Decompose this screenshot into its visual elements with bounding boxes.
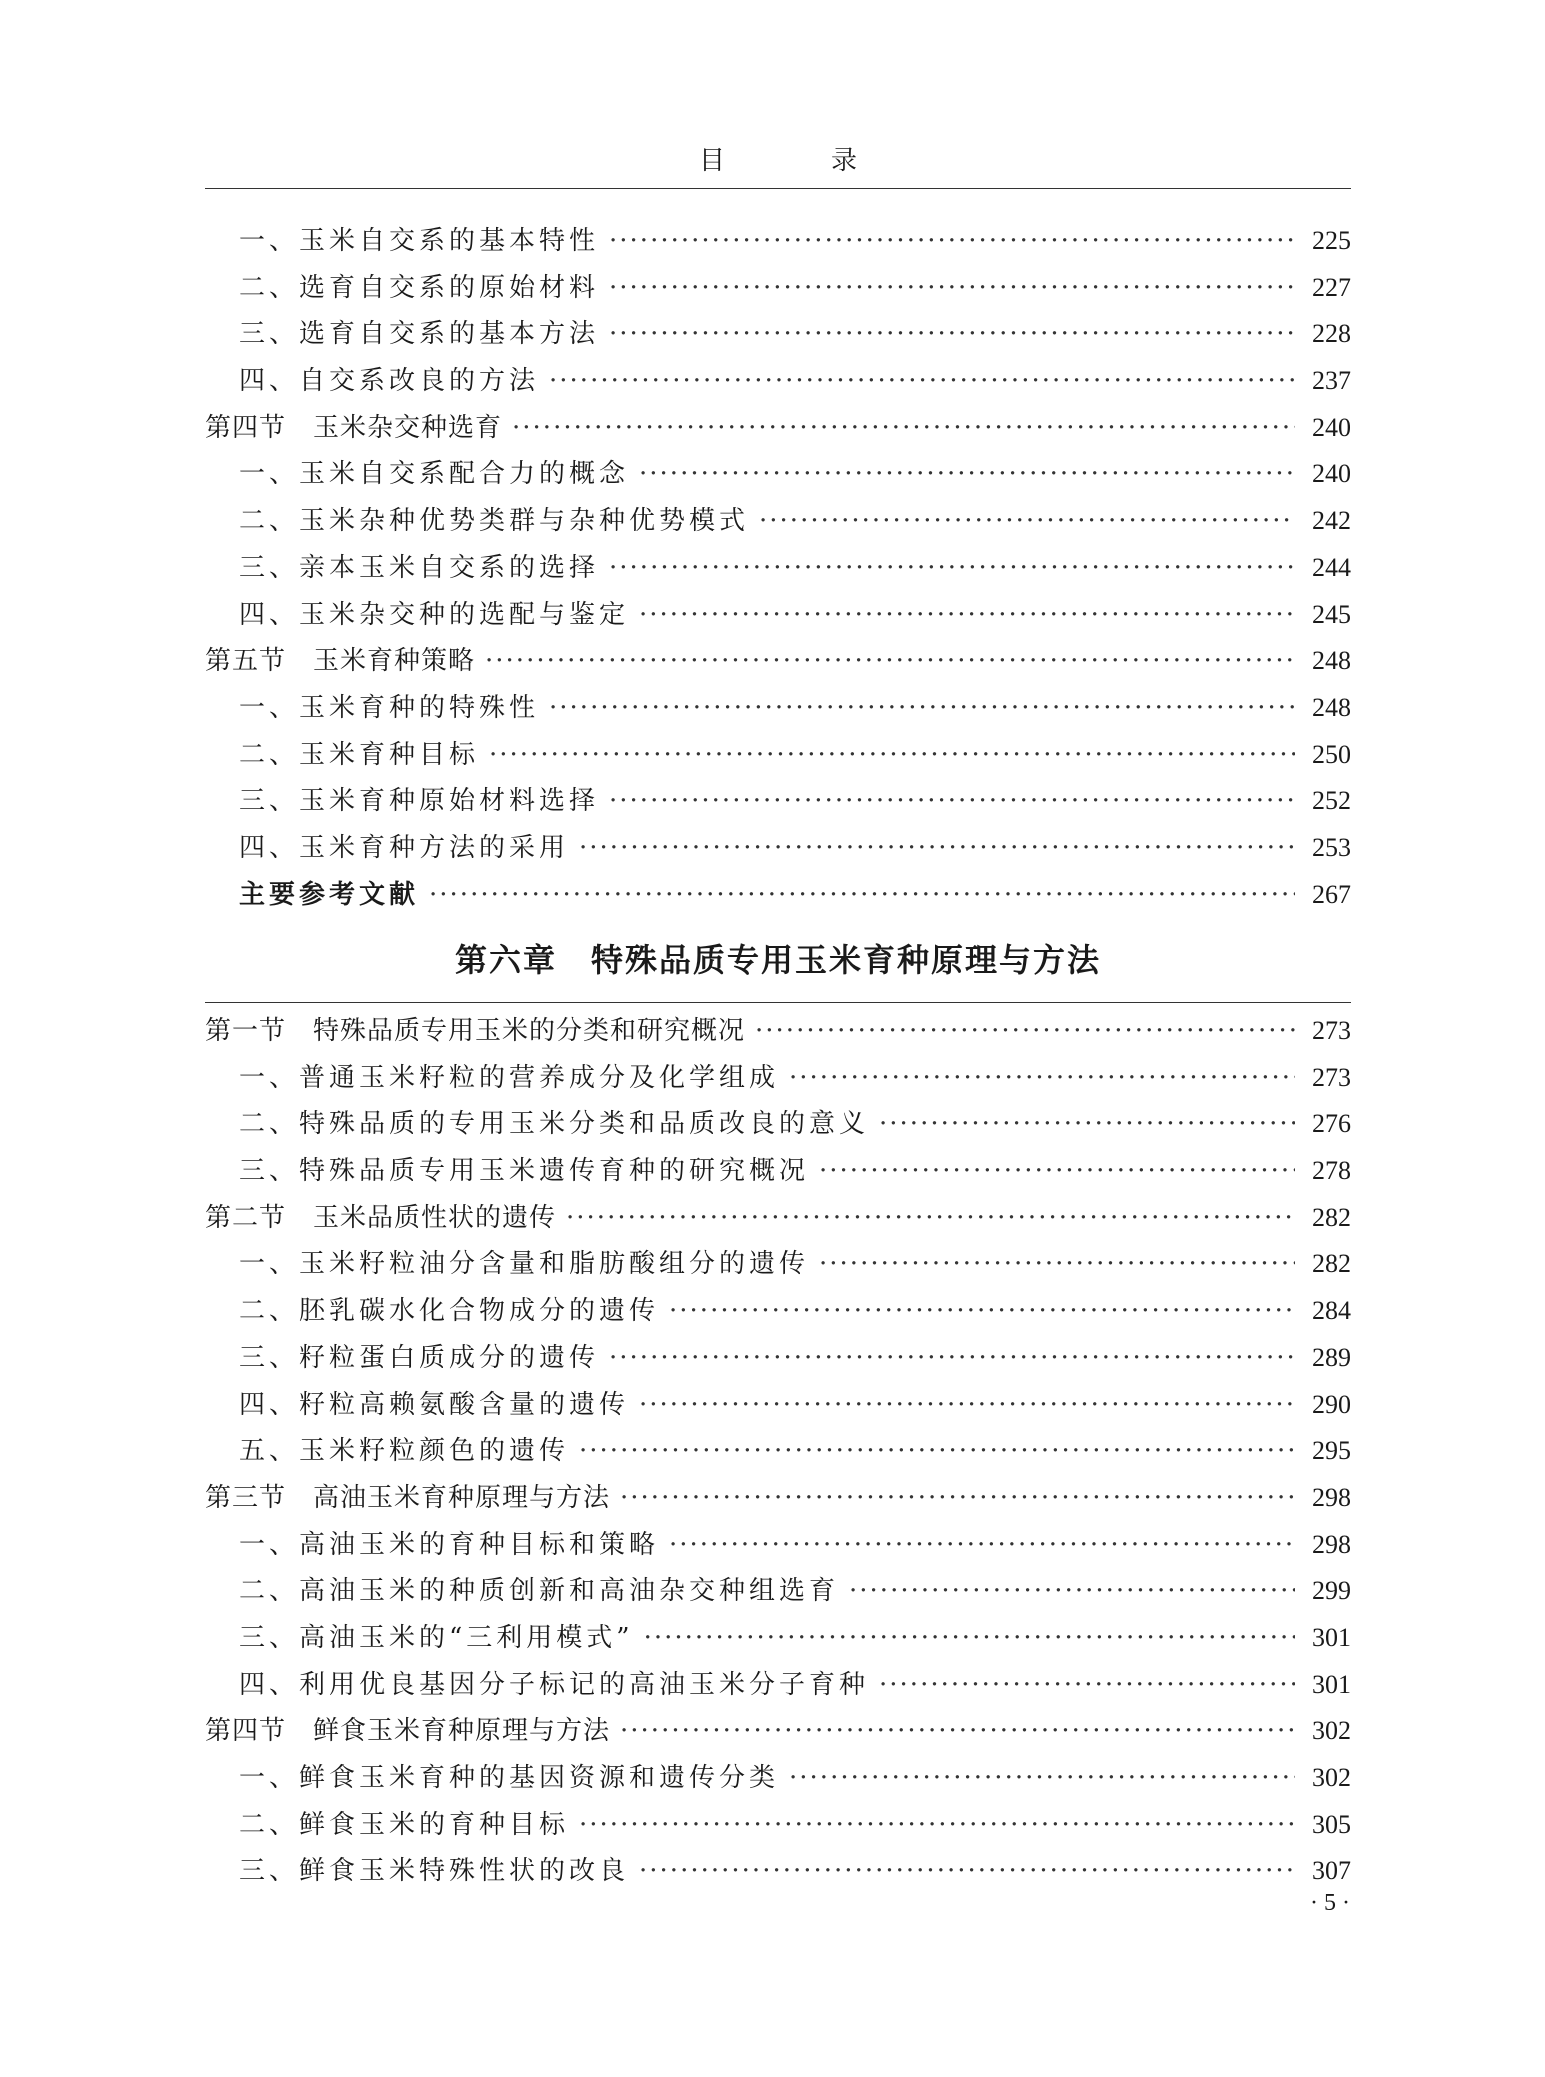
toc-entry-page: 237 [1312,366,1351,396]
toc-section-entry [205,405,1351,452]
toc-entry-page: 240 [1312,459,1351,489]
toc-dot-leader [755,1008,1295,1055]
toc-entry [205,1148,1351,1195]
toc-entry-page: 282 [1312,1249,1351,1279]
toc-entry [205,1802,1351,1849]
toc-section-1 [205,218,1351,918]
toc-dot-leader [639,451,1295,498]
toc-dot-leader [819,1148,1295,1195]
toc-entry-page: 273 [1312,1062,1351,1092]
toc-dot-leader [579,1428,1295,1475]
toc-entry-page: 225 [1312,226,1351,255]
toc-entry [205,1755,1351,1802]
toc-entry-page: 284 [1312,1296,1351,1326]
toc-entry-page: 240 [1312,412,1351,442]
toc-entry-page: 301 [1312,1622,1351,1652]
toc-entry-title: 二、胚乳碳水化合物成分的遗传 [239,1296,660,1327]
toc-entry [205,311,1351,358]
toc-entry-title: 二、特殊品质的专用玉米分类和品质改良的意义 [239,1109,870,1140]
toc-dot-leader [639,592,1295,639]
toc-entry-title: 二、玉米育种目标 [239,739,480,770]
toc-entry-page: 244 [1312,552,1351,582]
toc-entry-page: 299 [1312,1576,1351,1606]
toc-dot-leader [644,1615,1295,1662]
toc-entry [205,1568,1351,1615]
toc-entry-title: 第四节 鲜食玉米育种原理与方法 [205,1716,611,1747]
toc-entry-page: 278 [1312,1156,1351,1186]
toc-entry [205,545,1351,592]
toc-entry-page: 298 [1312,1529,1351,1559]
toc-entry-title: 四、自交系改良的方法 [239,366,540,397]
toc-dot-leader [620,1475,1295,1522]
toc-entry [205,1848,1351,1895]
toc-entry [205,265,1351,312]
toc-dot-leader [759,498,1295,545]
toc-entry-page: 273 [1312,1016,1351,1045]
toc-entry-title: 第五节 玉米育种策略 [205,646,476,677]
toc-entry-title: 三、亲本玉米自交系的选择 [239,552,600,583]
toc-dot-leader [609,545,1295,592]
toc-entry [205,732,1351,779]
toc-entry-title: 三、特殊品质专用玉米遗传育种的研究概况 [239,1156,810,1187]
toc-entry-page: 307 [1312,1856,1351,1886]
toc-entry-title: 一、玉米自交系的基本特性 [239,226,600,256]
toc-entry-title: 二、高油玉米的种质创新和高油杂交种组选育 [239,1576,840,1607]
toc-entry-page: 276 [1312,1109,1351,1139]
toc-section-entry [205,1475,1351,1522]
toc-entry [205,1382,1351,1429]
toc-entry-title: 四、利用优良基因分子标记的高油玉米分子育种 [239,1669,870,1700]
toc-entry-title: 四、籽粒高赖氨酸含量的遗传 [239,1389,630,1420]
toc-entry-page: 245 [1312,599,1351,629]
toc-entry-title: 一、玉米育种的特殊性 [239,692,540,723]
toc-dot-leader [819,1241,1295,1288]
toc-entry-title: 第二节 玉米品质性状的遗传 [205,1202,557,1233]
toc-entry-title: 三、玉米育种原始材料选择 [239,786,600,817]
toc-entry-title: 四、玉米育种方法的采用 [239,832,570,863]
toc-dot-leader [879,1662,1295,1709]
toc-section-entry [205,1008,1351,1055]
toc-entry [205,1662,1351,1709]
header-rule [205,188,1351,189]
toc-entry-page: 248 [1312,646,1351,676]
toc-entry-title: 三、鲜食玉米特殊性状的改良 [239,1856,630,1887]
toc-entry-title: 三、高油玉米的“三利用模式” [239,1622,634,1653]
toc-entry-title: 五、玉米籽粒颜色的遗传 [239,1436,570,1467]
toc-entry-page: 227 [1312,272,1351,302]
toc-dot-leader [669,1522,1295,1569]
toc-dot-leader [639,1848,1295,1895]
toc-dot-leader [609,778,1295,825]
toc-entry-page: 250 [1312,739,1351,769]
toc-dot-leader [549,358,1295,405]
toc-dot-leader [609,1335,1295,1382]
toc-dot-leader [429,872,1295,919]
toc-dot-leader [609,265,1295,312]
toc-dot-leader [789,1755,1295,1802]
toc-entry [205,592,1351,639]
toc-dot-leader [849,1568,1295,1615]
toc-entry-title: 一、鲜食玉米育种的基因资源和遗传分类 [239,1763,780,1793]
toc-dot-leader [485,638,1295,685]
toc-entry [205,358,1351,405]
toc-entry-title: 一、普通玉米籽粒的营养成分及化学组成 [239,1062,780,1093]
toc-entry-title: 第一节 特殊品质专用玉米的分类和研究概况 [205,1016,746,1046]
toc-entry [205,825,1351,872]
toc-entry [205,778,1351,825]
toc-entry-page: 248 [1312,692,1351,722]
toc-entry-page: 298 [1312,1482,1351,1512]
toc-entry-title: 第四节 玉米杂交种选育 [205,412,503,443]
toc-references-entry [205,872,1351,919]
toc-dot-leader [512,405,1295,452]
toc-entry [205,498,1351,545]
toc-entry-title: 三、籽粒蛋白质成分的遗传 [239,1342,600,1373]
toc-entry-title: 一、玉米自交系配合力的概念 [239,459,630,490]
toc-dot-leader [639,1382,1295,1429]
toc-dot-leader [489,732,1295,779]
toc-entry-title: 二、玉米杂种优势类群与杂种优势模式 [239,506,750,537]
toc-dot-leader [549,685,1295,732]
toc-dot-leader [579,1802,1295,1849]
toc-entry [205,1335,1351,1382]
toc-entry [205,1522,1351,1569]
toc-section-entry [205,1708,1351,1755]
toc-section-entry [205,1195,1351,1242]
toc-entry-page: 302 [1312,1716,1351,1746]
toc-dot-leader [609,218,1295,265]
toc-entry [205,1428,1351,1475]
toc-dot-leader [620,1708,1295,1755]
running-header: 目 录 [698,146,897,176]
toc-entry-title: 第三节 高油玉米育种原理与方法 [205,1482,611,1513]
toc-entry-title: 二、选育自交系的原始材料 [239,272,600,303]
toc-dot-leader [566,1195,1295,1242]
toc-entry-page: 295 [1312,1436,1351,1466]
toc-dot-leader [669,1288,1295,1335]
toc-entry [205,218,1351,265]
toc-entry [205,1055,1351,1102]
toc-entry [205,1615,1351,1662]
chapter-rule [205,1002,1351,1003]
toc-entry-title: 三、选育自交系的基本方法 [239,319,600,350]
toc-entry-page: 301 [1312,1669,1351,1699]
toc-entry [205,1288,1351,1335]
toc-dot-leader [789,1055,1295,1102]
toc-entry-page: 282 [1312,1202,1351,1232]
toc-entry [205,685,1351,732]
toc-section-2 [205,1008,1351,1895]
toc-entry-page: 228 [1312,319,1351,349]
toc-entry-title: 一、玉米籽粒油分含量和脂肪酸组分的遗传 [239,1249,810,1280]
toc-entry-page: 252 [1312,786,1351,816]
toc-entry-title: 二、鲜食玉米的育种目标 [239,1809,570,1840]
page-number: · 5 · [1310,1890,1350,1916]
toc-entry-page: 242 [1312,506,1351,536]
toc-entry-title: 四、玉米杂交种的选配与鉴定 [239,599,630,630]
toc-entry-title: 一、高油玉米的育种目标和策略 [239,1529,660,1560]
toc-dot-leader [879,1101,1295,1148]
toc-entry-page: 305 [1312,1809,1351,1839]
toc-dot-leader [609,311,1295,358]
toc-dot-leader [579,825,1295,872]
toc-section-entry [205,638,1351,685]
toc-entry-page: 253 [1312,832,1351,862]
toc-entry-page: 267 [1312,879,1351,909]
toc-entry [205,1241,1351,1288]
toc-entry-page: 290 [1312,1389,1351,1419]
toc-entry-title: 主要参考文献 [239,879,420,910]
toc-entry [205,451,1351,498]
chapter-title: 第六章 特殊品质专用玉米育种原理与方法 [454,941,1101,979]
toc-entry-page: 302 [1312,1763,1351,1792]
toc-entry [205,1101,1351,1148]
toc-entry-page: 289 [1312,1342,1351,1372]
